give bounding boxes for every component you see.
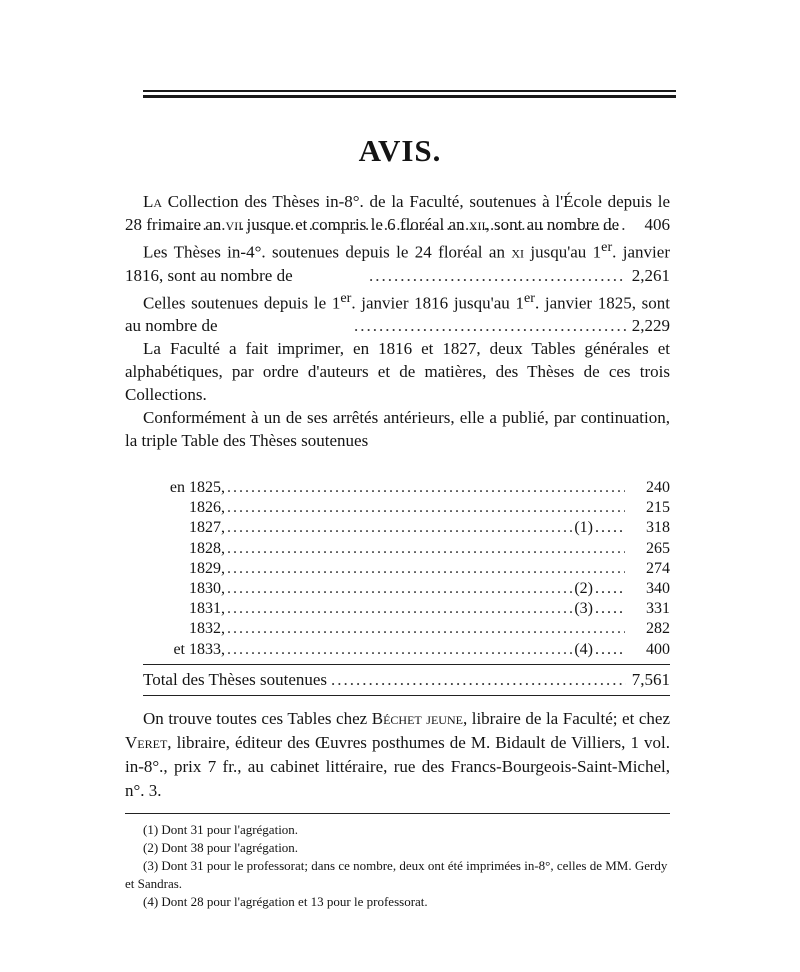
table-row xyxy=(155,559,670,579)
table-row xyxy=(155,498,670,518)
closing-paragraph xyxy=(125,707,670,803)
row-value: 400 xyxy=(646,640,670,658)
p2-text: Les Thèses in-4°. soutenues depuis le 24 floréal an xyxy=(143,242,512,262)
dot-leader xyxy=(165,213,626,236)
dot-leader xyxy=(595,640,625,660)
p3-sup-1: er xyxy=(340,289,352,306)
dot-leader xyxy=(227,478,625,498)
footnote: (2) Dont 38 pour l'agrégation. xyxy=(143,840,299,855)
footnote: (3) Dont 31 pour le professorat; dans ce nombre, deux ont été imprimées in-8°, celles de MM. Gerdy et Sandras. xyxy=(125,858,668,891)
footnote: (4) Dont 28 pour l'agrégation et 13 pour le professorat. xyxy=(143,894,428,909)
row-note-ref: (2) xyxy=(574,580,593,598)
p1-year-xii: xii xyxy=(468,215,486,234)
footnotes xyxy=(125,821,670,911)
closing-part-2: , libraire de la Faculté; et chez xyxy=(462,709,670,728)
body-text xyxy=(125,190,670,452)
top-rule-thick xyxy=(143,95,676,98)
p3-text: Celles soutenues depuis le 1 xyxy=(143,293,341,313)
p1-mid: jusque et compris le 6 floréal an xyxy=(242,215,469,234)
table-row xyxy=(155,539,670,559)
row-value: 215 xyxy=(646,499,670,517)
row-year: 1825, xyxy=(189,479,225,496)
dot-leader xyxy=(354,314,626,337)
table-row xyxy=(155,478,670,498)
count-value: 406 xyxy=(644,215,670,234)
dot-leader xyxy=(227,619,625,639)
row-value: 331 xyxy=(646,600,670,618)
total-value: 7,561 xyxy=(631,670,670,689)
row-prefix: et xyxy=(173,640,185,658)
row-value: 318 xyxy=(646,519,670,537)
row-year: 1832, xyxy=(189,620,225,638)
p3-mid: . janvier 1816 jusqu'au 1 xyxy=(351,293,524,313)
table-row xyxy=(155,599,670,619)
row-value: 282 xyxy=(646,620,670,638)
p2-end: . janvier 1816, sont au nombre de xyxy=(125,242,670,285)
page-title: AVIS. xyxy=(358,133,442,168)
dot-leader xyxy=(227,559,625,579)
row-note-ref: (1) xyxy=(574,519,593,537)
row-prefix: en xyxy=(169,479,185,496)
row-year: 1829, xyxy=(189,559,225,577)
p1-end: , sont au nombre de xyxy=(485,215,620,234)
total-label: Total des Thèses soutenues xyxy=(143,670,328,689)
p1-leader xyxy=(145,213,670,236)
total-row xyxy=(143,668,670,691)
p1-text: Collection des Thèses in-8°. de la Faculté, soutenues à l'École depuis le 28 frimaire an xyxy=(125,192,670,234)
p3-sup-2: er xyxy=(523,289,535,306)
paragraph-5: Conformément à un de ses arrêtés antérieurs, elle a publié, par continuation, la triple Table des Thèses soutenues xyxy=(125,408,670,451)
closing-part-3: , libraire, éditeur des Œuvres posthumes de M. Bidault de Villiers, 1 vol. in-8°., prix 7 fr., au cabinet littéraire, rue des Francs-Bourgeois-Saint-Michel, n°. 3. xyxy=(125,733,670,800)
dot-leader xyxy=(227,579,572,599)
row-year: 1831, xyxy=(189,600,225,618)
row-year: 1826, xyxy=(189,499,225,517)
dot-leader xyxy=(227,599,572,619)
p2-sup: er xyxy=(601,239,613,255)
p1-year-vii: vii xyxy=(225,215,243,234)
table-row xyxy=(155,579,670,599)
p3-leader xyxy=(350,314,670,337)
top-rule xyxy=(143,90,676,92)
dot-leader xyxy=(227,498,625,518)
row-year: 1828, xyxy=(189,539,225,557)
p2-leader xyxy=(365,264,670,287)
dot-leader xyxy=(369,264,626,287)
count-value: 2,229 xyxy=(631,316,670,336)
p2-year-xi: xi xyxy=(511,242,524,262)
row-note-ref: (4) xyxy=(574,640,593,658)
divider-line xyxy=(143,664,670,665)
p2-mid: jusqu'au 1 xyxy=(523,242,602,262)
paragraph-4: La Faculté a fait imprimer, en 1816 et 1827, deux Tables générales et alphabétiques, par ordre d'auteurs et de matières, des Thèses de ces trois Collections. xyxy=(125,339,670,405)
bookseller-name: Veret xyxy=(125,733,168,752)
dot-leader xyxy=(227,539,625,559)
row-value: 240 xyxy=(646,479,670,496)
dot-leader xyxy=(595,518,625,538)
table-row xyxy=(155,619,670,639)
closing-part-1: On trouve toutes ces Tables chez xyxy=(143,709,372,728)
table-row xyxy=(155,518,670,538)
dot-leader xyxy=(331,668,626,691)
row-note-ref: (3) xyxy=(574,600,593,618)
publisher-name: Béchet jeune xyxy=(371,709,463,728)
dot-leader xyxy=(595,579,625,599)
row-value: 265 xyxy=(646,539,670,557)
divider-line xyxy=(143,695,670,696)
count-value: 2,261 xyxy=(631,265,670,285)
row-value: 340 xyxy=(646,580,670,598)
row-year: 1827, xyxy=(189,519,225,537)
footnote-rule xyxy=(125,813,670,814)
dot-leader xyxy=(227,640,572,660)
table-row xyxy=(155,640,670,660)
p3-end: . janvier 1825, sont au nombre de xyxy=(125,293,670,336)
dot-leader xyxy=(595,599,625,619)
dot-leader xyxy=(227,518,572,538)
row-value: 274 xyxy=(646,559,670,577)
row-year: 1833, xyxy=(189,640,225,658)
drop-word: La xyxy=(143,192,163,211)
row-year: 1830, xyxy=(189,580,225,598)
theses-table xyxy=(155,478,670,660)
footnote: (1) Dont 31 pour l'agrégation. xyxy=(143,822,299,837)
closing-text xyxy=(125,707,670,803)
